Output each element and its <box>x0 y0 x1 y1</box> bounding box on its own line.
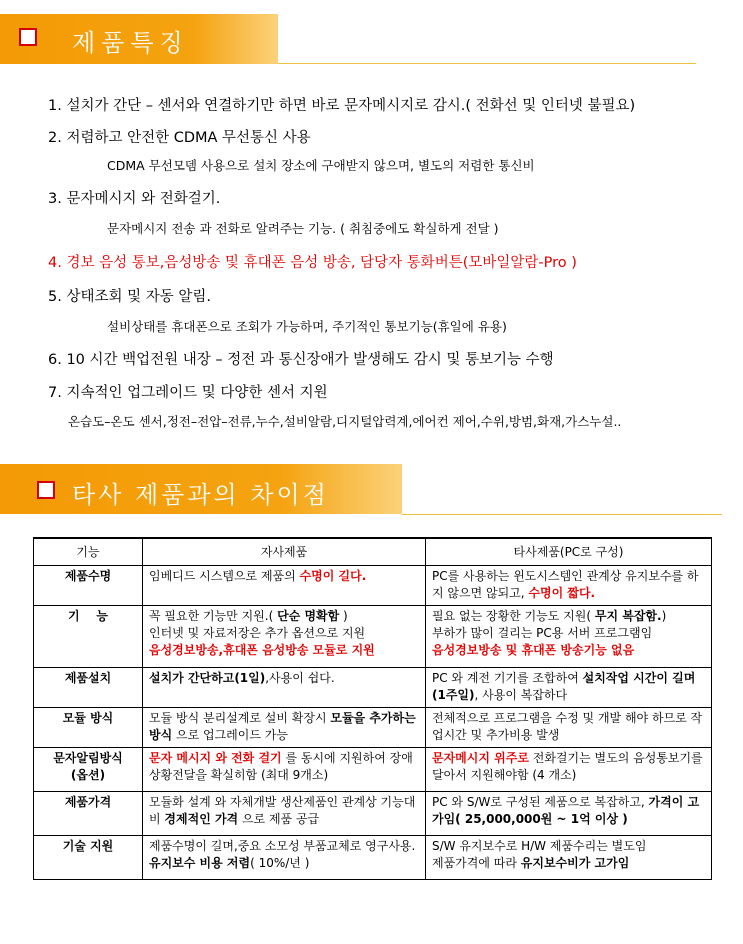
table-row-alert <box>34 748 712 792</box>
our-cell: 꼭 필요한 기능만 지원.( 단순 명확함 ) 인터넷 및 자료저장은 추가 옵션으로 지원 음성경보방송,휴대폰 음성방송 모듈로 지원 <box>143 606 426 668</box>
feature-item-1: 1. 설치가 간단 – 센서와 연결하기만 하면 바로 문자메시지로 감시.( 전화선 및 인터넷 불필요) <box>48 98 636 114</box>
other-cell: PC 와 S/W로 구성된 제품으로 복잡하고, 가격이 고가임( 25,000,000원 ~ 1억 이상 ) <box>426 792 712 836</box>
row-label: 문자알림방식 (옵션) <box>34 748 143 792</box>
feature-item-3: 3. 문자메시지 와 전화걸기. <box>48 191 221 207</box>
our-cell: 모듈 방식 분리설계로 설비 확장시 모듈을 추가하는 방식 으로 업그레이드 가능 <box>143 708 426 748</box>
our-cell: 임베디드 시스템으로 제품의 수명이 길다. <box>143 566 426 606</box>
row-label: 제품가격 <box>34 792 143 836</box>
feature-item-7-detail: 온습도–온도 센서,정전–전압–전류,누수,설비알람,디지털압력계,에어컨 제어,수위,방범,화재,가스누설.. <box>68 414 622 429</box>
our-cell: 제품수명이 길며,중요 소모성 부품교체로 영구사용. 유지보수 비용 저렴( 10%/년 ) <box>143 836 426 880</box>
compare-title: 타사 제품과의 차이점 <box>72 481 329 509</box>
table-row-price <box>34 792 712 836</box>
features-title: 제품특징 <box>72 29 189 57</box>
other-cell: 전체적으로 프로그램을 수정 및 개발 해야 하므로 작업시간 및 추가비용 발생 <box>426 708 712 748</box>
feature-item-6: 6. 10 시간 백업전원 내장 – 정전 과 통신장애가 발생해도 감시 및 통보기능 수행 <box>48 352 554 368</box>
our-cell: 모듈화 설계 와 자체개발 생산제품인 관계상 기능대비 경제적인 가격 으로 제품 공급 <box>143 792 426 836</box>
table-row-support <box>34 836 712 880</box>
compare-header-rule <box>402 514 722 515</box>
row-label: 기술 지원 <box>34 836 143 880</box>
other-cell: PC를 사용하는 윈도시스템인 관계상 유지보수를 하지 않으면 않되고, 수명이 짧다. <box>426 566 712 606</box>
our-cell: 설치가 간단하고(1일),사용이 쉽다. <box>143 668 426 708</box>
feature-item-2: 2. 저렴하고 안전한 CDMA 무선통신 사용 <box>48 130 311 146</box>
table-row-function <box>34 606 712 668</box>
row-label: 제품수명 <box>34 566 143 606</box>
comparison-table <box>33 537 712 880</box>
checkbox-icon <box>19 28 37 46</box>
header-our-product: 자사제품 <box>143 538 426 566</box>
our-cell: 문자 메시지 와 전화 걸기 를 동시에 지원하여 장애 상황전달을 확실히함 (최대 9개소) <box>143 748 426 792</box>
table-row-module <box>34 708 712 748</box>
row-label: 제품설치 <box>34 668 143 708</box>
other-cell: S/W 유지보수로 H/W 제품수리는 별도임 제품가격에 따라 유지보수비가 고가임 <box>426 836 712 880</box>
feature-item-7: 7. 지속적인 업그레이드 및 다양한 센서 지원 <box>48 385 328 401</box>
header-function: 기능 <box>34 538 143 566</box>
table-row-install <box>34 668 712 708</box>
other-cell: 문자메시지 위주로 전화걸기는 별도의 음성통보기를 달아서 지원해야함 (4 개소) <box>426 748 712 792</box>
features-header-rule <box>278 63 696 64</box>
other-cell: 필요 없는 장황한 기능도 지원( 무지 복잡함.) 부하가 많이 걸리는 PC용 서버 프로그램임 음성경보방송 및 휴대폰 방송기능 없음 <box>426 606 712 668</box>
header-other-product: 타사제품(PC로 구성) <box>426 538 712 566</box>
feature-item-5-detail: 설비상태를 휴대폰으로 조회가 가능하며, 주기적인 통보기능(휴일에 유용) <box>107 319 507 334</box>
feature-item-3-detail: 문자메시지 전송 과 전화로 알려주는 기능. ( 취침중에도 확실하게 전달 ) <box>107 221 499 236</box>
table-row-life <box>34 566 712 606</box>
other-cell: PC 와 계전 기기를 조합하여 설치작업 시간이 길며 (1주일), 사용이 복잡하다 <box>426 668 712 708</box>
feature-item-4: 4. 경보 음성 통보,음성방송 및 휴대폰 음성 방송, 담당자 통화버튼(모바일알람-Pro ) <box>48 255 577 271</box>
feature-item-2-detail: CDMA 무선모뎀 사용으로 설치 장소에 구애받지 않으며, 별도의 저렴한 통신비 <box>107 158 535 173</box>
row-label: 모듈 방식 <box>34 708 143 748</box>
row-label: 기 능 <box>34 606 143 668</box>
table-header-row <box>34 538 712 566</box>
checkbox-icon <box>37 481 55 499</box>
feature-item-5: 5. 상태조회 및 자동 알림. <box>48 289 211 305</box>
